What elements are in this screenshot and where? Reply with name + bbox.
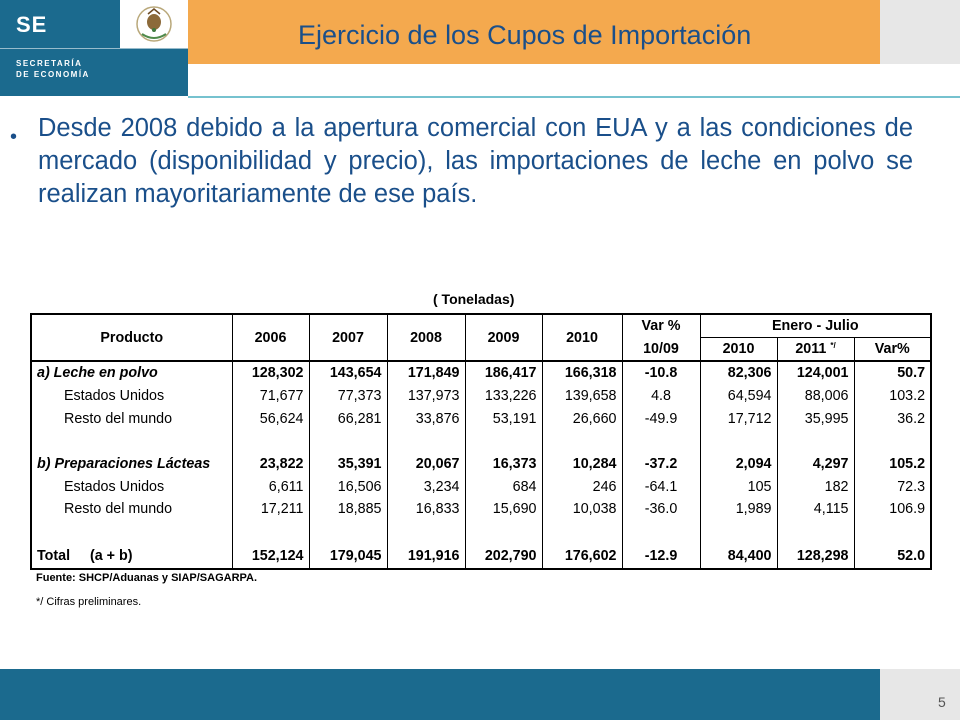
cell-2010: 10,284 [542,453,622,476]
cell-2010: 26,660 [542,407,622,430]
cell-2006: 6,611 [232,475,309,498]
table-source: Fuente: SHCP/Aduanas y SIAP/SAGARPA. [36,572,258,584]
cell-2009: 16,373 [465,453,542,476]
cell-2010: 166,318 [542,361,622,385]
cell-ej-var: 52.0 [854,544,931,569]
cell-ej-var: 106.9 [854,498,931,521]
row-label: Resto del mundo [31,407,232,430]
cell-ej-var: 105.2 [854,453,931,476]
cell-ej-2010: 64,594 [700,385,777,408]
header-corner [880,0,960,64]
cell-ej-var: 50.7 [854,361,931,385]
table-row-leche-resto [31,407,931,430]
header-2008: 2008 [387,314,465,361]
header-ej-2011-label: 2011 [795,341,827,357]
cell-ej-2010: 105 [700,475,777,498]
table-row-preparaciones-eua [31,475,931,498]
table-row-preparaciones [31,453,931,476]
cell-ej-2010: 17,712 [700,407,777,430]
cell-var: -10.8 [622,361,700,385]
header-ej-var: Var% [854,338,931,362]
total-label: Total [37,547,71,564]
cell-var: -37.2 [622,453,700,476]
logo-line-1: SECRETARÍA [16,59,83,68]
cell-ej-2011: 124,001 [777,361,854,385]
cell-2007: 66,281 [309,407,387,430]
cell-2009: 15,690 [465,498,542,521]
cell-var: -12.9 [622,544,700,569]
cell-2008: 20,067 [387,453,465,476]
preliminary-mark: */ [830,341,836,350]
cell-2008: 3,234 [387,475,465,498]
national-seal-icon [120,0,188,48]
cell-ej-2011: 4,115 [777,498,854,521]
cell-2010: 246 [542,475,622,498]
row-label: Resto del mundo [31,498,232,521]
bullet-dot-icon: • [10,126,18,148]
cell-var: 4.8 [622,385,700,408]
header-enero-julio: Enero - Julio [700,314,931,338]
row-label: Estados Unidos [31,385,232,408]
secretaria-logo [0,0,188,96]
cell-2008: 33,876 [387,407,465,430]
cell-2007: 179,045 [309,544,387,569]
table-row-preparaciones-resto [31,498,931,521]
cell-2006: 17,211 [232,498,309,521]
cell-2009: 186,417 [465,361,542,385]
cell-2007: 143,654 [309,361,387,385]
cell-ej-2010: 2,094 [700,453,777,476]
cell-2006: 71,677 [232,385,309,408]
cell-2006: 23,822 [232,453,309,476]
header-producto: Producto [31,314,232,361]
cell-2008: 16,833 [387,498,465,521]
header-var-line1: Var % [622,314,700,338]
cell-2009: 684 [465,475,542,498]
cell-2009: 53,191 [465,407,542,430]
cell-2010: 139,658 [542,385,622,408]
cell-ej-2011: 35,995 [777,407,854,430]
bullet-text: Desde 2008 debido a la apertura comercial con EUA y a las condiciones de mercado (disponibilidad y precio), las importaciones de leche en polvo se realizan mayoritariamente de ese país. [38,114,913,208]
cell-ej-2010: 84,400 [700,544,777,569]
row-label [31,544,232,569]
cell-ej-var: 36.2 [854,407,931,430]
cell-2007: 77,373 [309,385,387,408]
table-spacer-row [31,430,931,453]
cell-2006: 128,302 [232,361,309,385]
logo-line-2: DE ECONOMÍA [16,70,90,79]
page-title: Ejercicio de los Cupos de Importación [298,20,752,50]
cell-2007: 16,506 [309,475,387,498]
imports-table [30,313,932,570]
header-2007: 2007 [309,314,387,361]
cell-2008: 191,916 [387,544,465,569]
header-2009: 2009 [465,314,542,361]
header-2006: 2006 [232,314,309,361]
cell-ej-var: 103.2 [854,385,931,408]
row-label: a) Leche en polvo [31,361,232,385]
cell-2006: 56,624 [232,407,309,430]
cell-2009: 133,226 [465,385,542,408]
table-unit-label: ( Toneladas) [433,291,515,307]
table-row-leche-eua [31,385,931,408]
cell-var: -49.9 [622,407,700,430]
table-row-leche [31,361,931,385]
cell-ej-2011: 4,297 [777,453,854,476]
cell-ej-2010: 1,989 [700,498,777,521]
cell-ej-2010: 82,306 [700,361,777,385]
row-label: Estados Unidos [31,475,232,498]
cell-2006: 152,124 [232,544,309,569]
cell-2010: 176,602 [542,544,622,569]
logo-subtitle [16,58,90,80]
table-footnote: */ Cifras preliminares. [36,596,142,608]
header-ej-2011 [777,338,854,362]
header-divider [188,96,960,98]
cell-2008: 137,973 [387,385,465,408]
logo-divider [0,48,188,49]
cell-2010: 10,038 [542,498,622,521]
cell-2009: 202,790 [465,544,542,569]
footer-corner [880,669,960,720]
cell-ej-var: 72.3 [854,475,931,498]
cell-2007: 35,391 [309,453,387,476]
cell-2008: 171,849 [387,361,465,385]
cell-2007: 18,885 [309,498,387,521]
header-var-line2: 10/09 [622,338,700,362]
footer-bar [0,669,880,720]
total-formula: (a + b) [89,547,133,564]
title-bar [188,0,880,64]
cell-var: -36.0 [622,498,700,521]
cell-ej-2011: 88,006 [777,385,854,408]
cell-ej-2011: 128,298 [777,544,854,569]
cell-var: -64.1 [622,475,700,498]
table-spacer-row [31,521,931,544]
logo-abbreviation: SE [16,12,48,37]
page-number: 5 [938,694,946,710]
table-row-total [31,544,931,569]
row-label: b) Preparaciones Lácteas [31,453,232,476]
header-2010: 2010 [542,314,622,361]
cell-ej-2011: 182 [777,475,854,498]
header-ej-2010: 2010 [700,338,777,362]
